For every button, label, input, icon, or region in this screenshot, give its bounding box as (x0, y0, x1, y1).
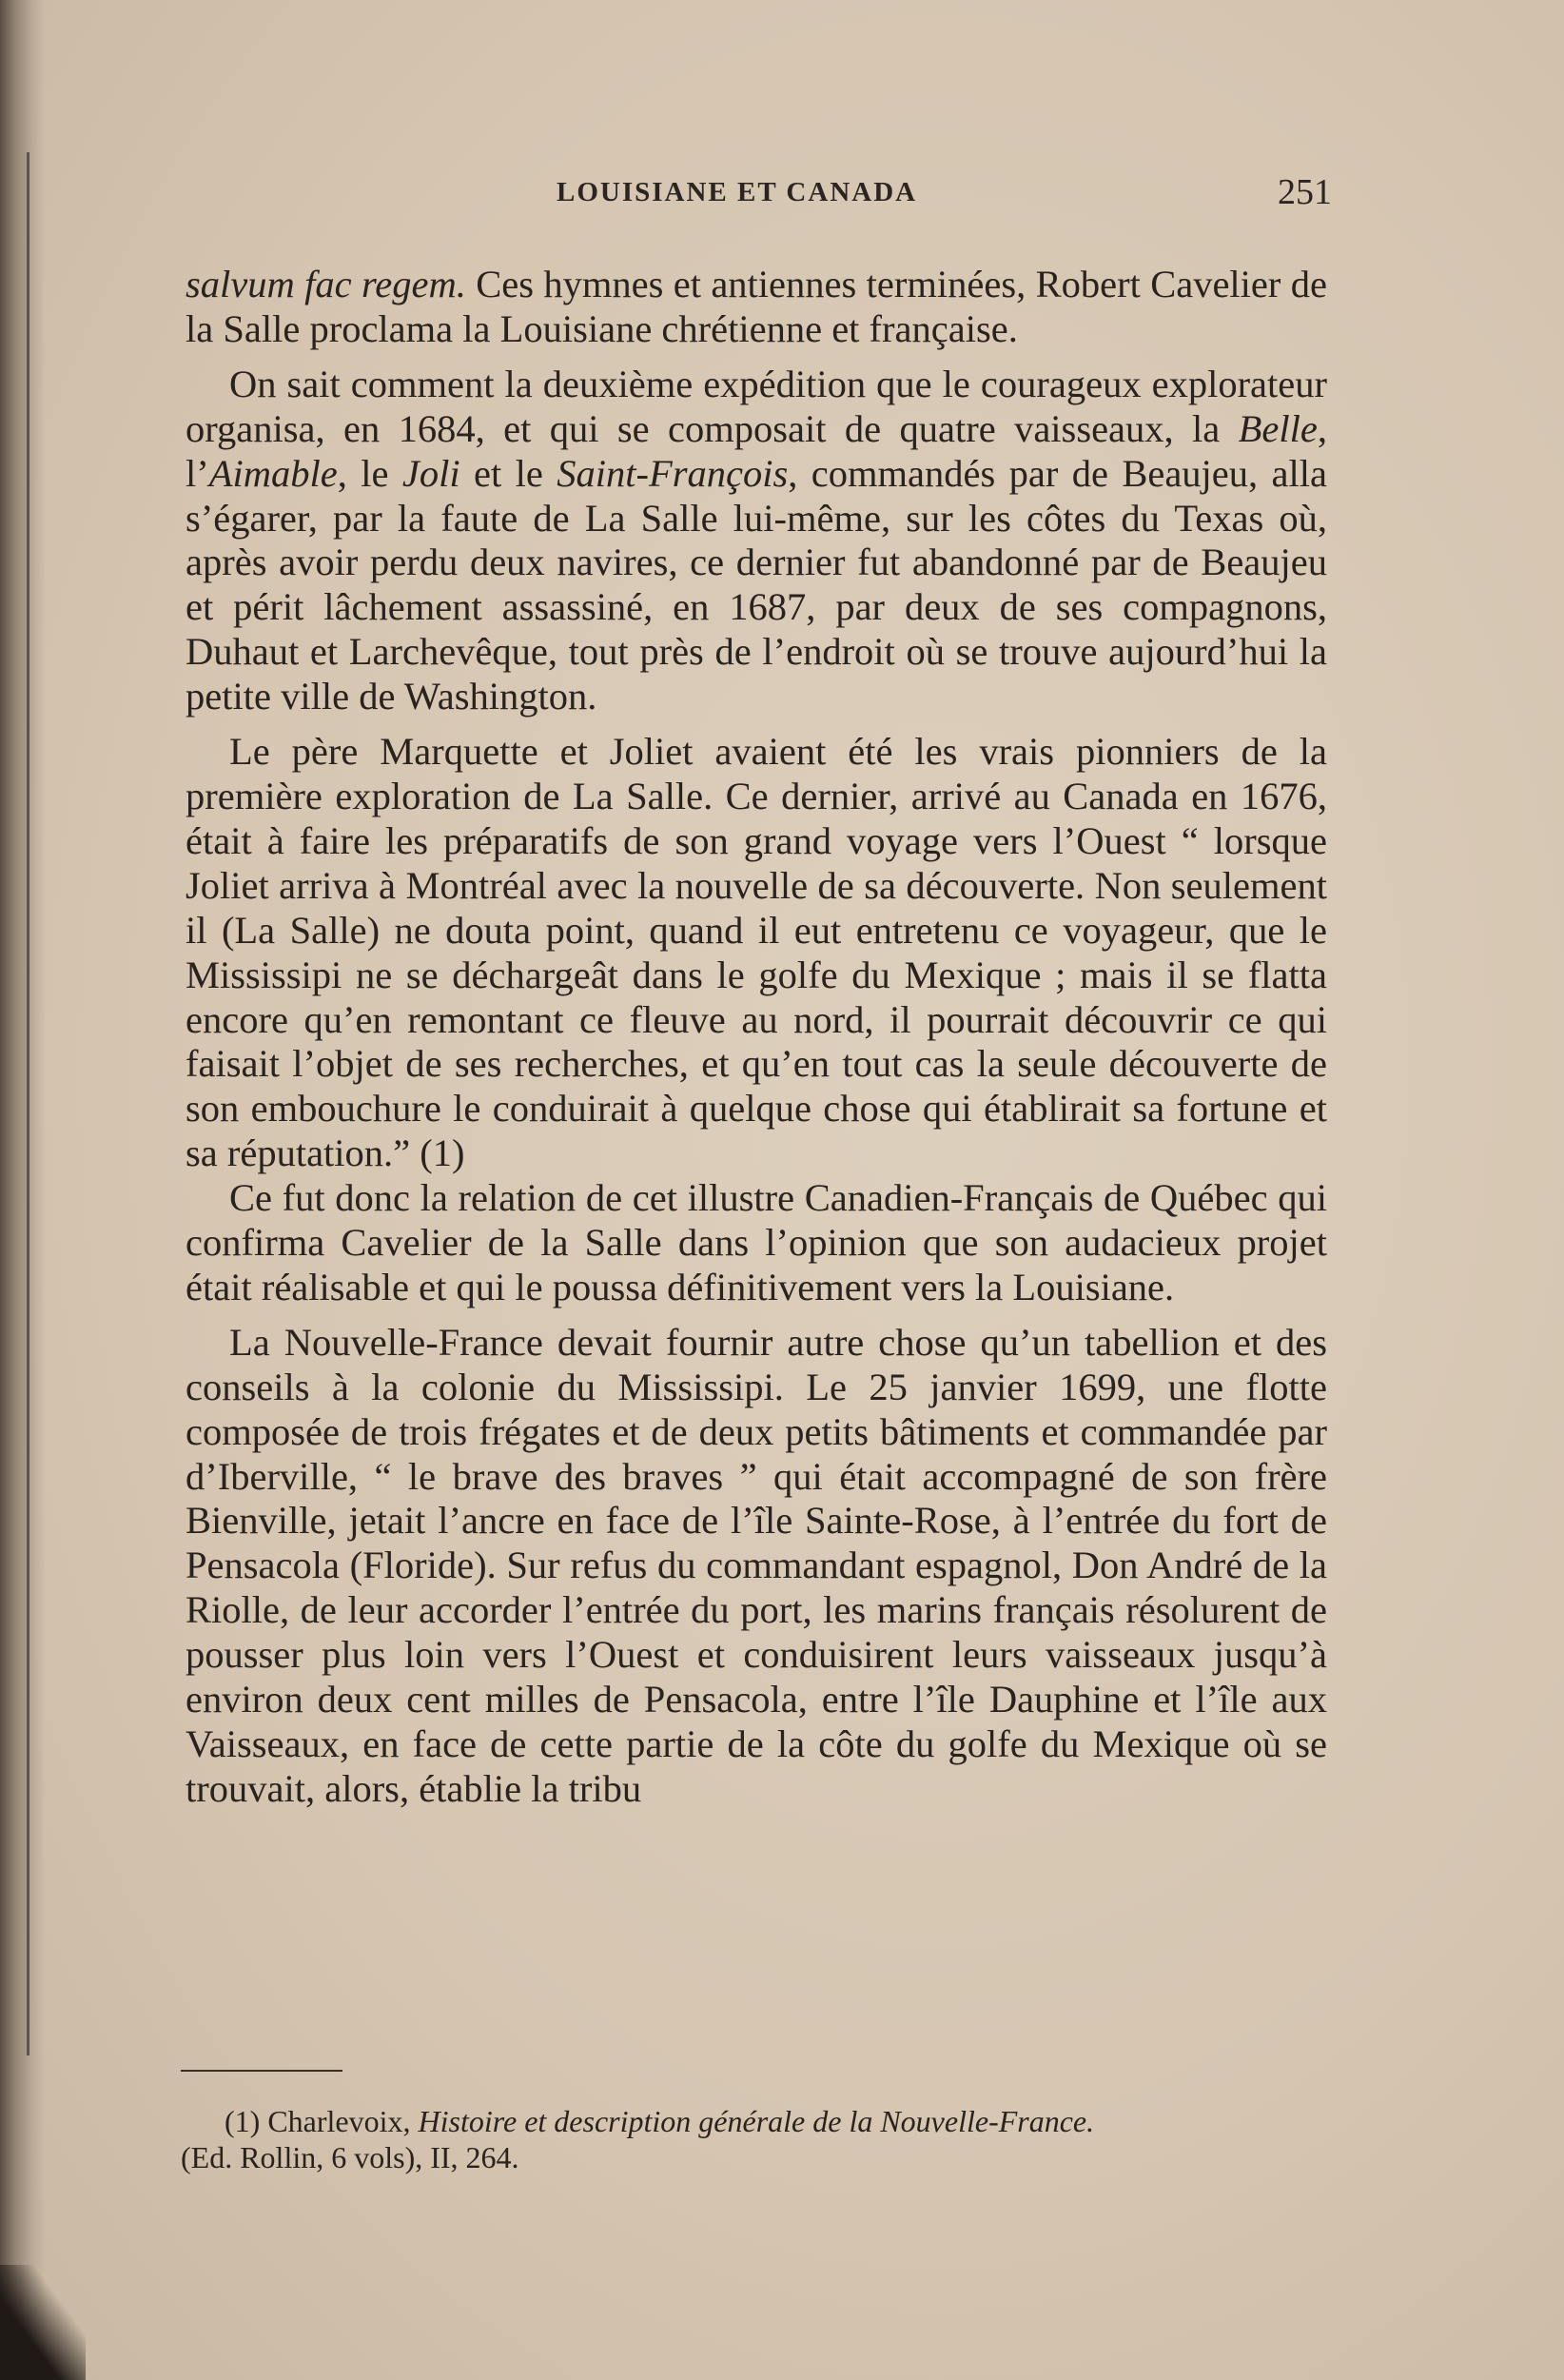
italic-run: salvum fac regem. (186, 263, 466, 305)
footnote-rule (181, 2070, 342, 2072)
page-number: 251 (1278, 172, 1332, 212)
text-run: et le (459, 451, 557, 495)
text-run: Le père Marquette et Joliet avaient été les vrais pionniers de la première exploration de La Salle. Ce dernier, arrivé au Canada en 1676, était à faire les préparatifs de son grand voyage vers l’Ouest “ lorsque Joliet arriva à Montréal avec la nouvelle de sa découverte. Non seulement il (La Salle) ne douta point, quand il eut entretenu ce voyageur, que le Mississipi ne se déchargeât dans le golfe du Mexique ; mais il se flatta encore qu’en remontant ce fleuve au nord, il pourrait découvrir ce qui faisait l’objet de ses recherches, et qu’en tout cas la seule découverte de son embouchure le conduirait à quelque chose qui établirait sa fortune et sa réputation.” (1) (186, 730, 1327, 1175)
paragraph (186, 1176, 1327, 1310)
text-run: On sait comment la deuxième expédition que le courageux explorateur organisa, en 1684, et qui se composait de quatre vaisseaux, la (186, 362, 1327, 450)
paragraph (186, 1321, 1327, 1812)
text-run: La Nouvelle-France devait fournir autre chose qu’un tabellion et des conseils à la colonie du Mississipi. Le 25 janvier 1699, une flotte composée de trois frégates et de deux petits bâtiments et commandée par d’Iberville, “ le brave des braves ” qui était accompagné de son frère Bienville, jetait l’ancre en face de l’île Sainte-Rose, à l’entrée du fort de Pensacola (Floride). Sur refus du commandant espagnol, Don André de la Riolle, de leur accorder l’entrée du port, les marins français résolurent de pousser plus loin vers l’Ouest et conduisirent leurs vaisseaux jusqu’à environ deux cent milles de Pensacola, entre l’île Dauphine et l’île aux Vaisseaux, en face de cette partie de la côte du golfe du Mexique où se trouvait, alors, établie la tribu (186, 1320, 1327, 1810)
page-corner-shadow (0, 2265, 86, 2380)
italic-run: Saint-François (557, 451, 789, 495)
paragraph (186, 263, 1327, 352)
book-gutter-shadow (0, 0, 46, 2380)
text-run: , l’ (186, 406, 1327, 495)
footnote-line-1 (181, 2103, 1322, 2139)
page-header (186, 171, 1332, 219)
paragraph (186, 363, 1327, 719)
page-edge-line (27, 152, 29, 2055)
italic-run: Joli (401, 451, 460, 495)
text-run: , commandés par de Beaujeu, alla s’égarer, par la faute de La Salle lui-même, sur les côtes du Texas où, après avoir perdu deux navires, ce dernier fut abandonné par de Beaujeu et périt lâchement assassiné, en 1687, par deux de ses compagnons, Duhaut et Larchevêque, tout près de l’endroit où se trouve aujourd’hui la petite ville de Washington. (186, 451, 1328, 718)
footnote (181, 2103, 1322, 2175)
text-run: Ces hymnes et antiennes terminées, Robert Cavelier de la Salle proclama la Louisiane chrétienne et française. (186, 263, 1327, 350)
italic-run: Aimable (208, 451, 338, 495)
footnote-marker: (1) Charlevoix, (225, 2104, 419, 2138)
paragraph (186, 730, 1327, 1176)
footnote-line-2: (Ed. Rollin, 6 vols), II, 264. (181, 2140, 519, 2174)
text-run: , le (337, 451, 402, 495)
footnote-title: Histoire et description générale de la Nouvelle-France. (418, 2104, 1095, 2138)
text-run: Ce fut donc la relation de cet illustre Canadien-Français de Québec qui confirma Cavelier de la Salle dans l’opinion que son audacieux projet était réalisable et qui le poussa définitivement vers la Louisiane. (186, 1176, 1327, 1308)
running-head: LOUISIANE ET CANADA (557, 177, 918, 207)
body-text (186, 263, 1327, 1812)
italic-run: Belle (1238, 406, 1318, 450)
